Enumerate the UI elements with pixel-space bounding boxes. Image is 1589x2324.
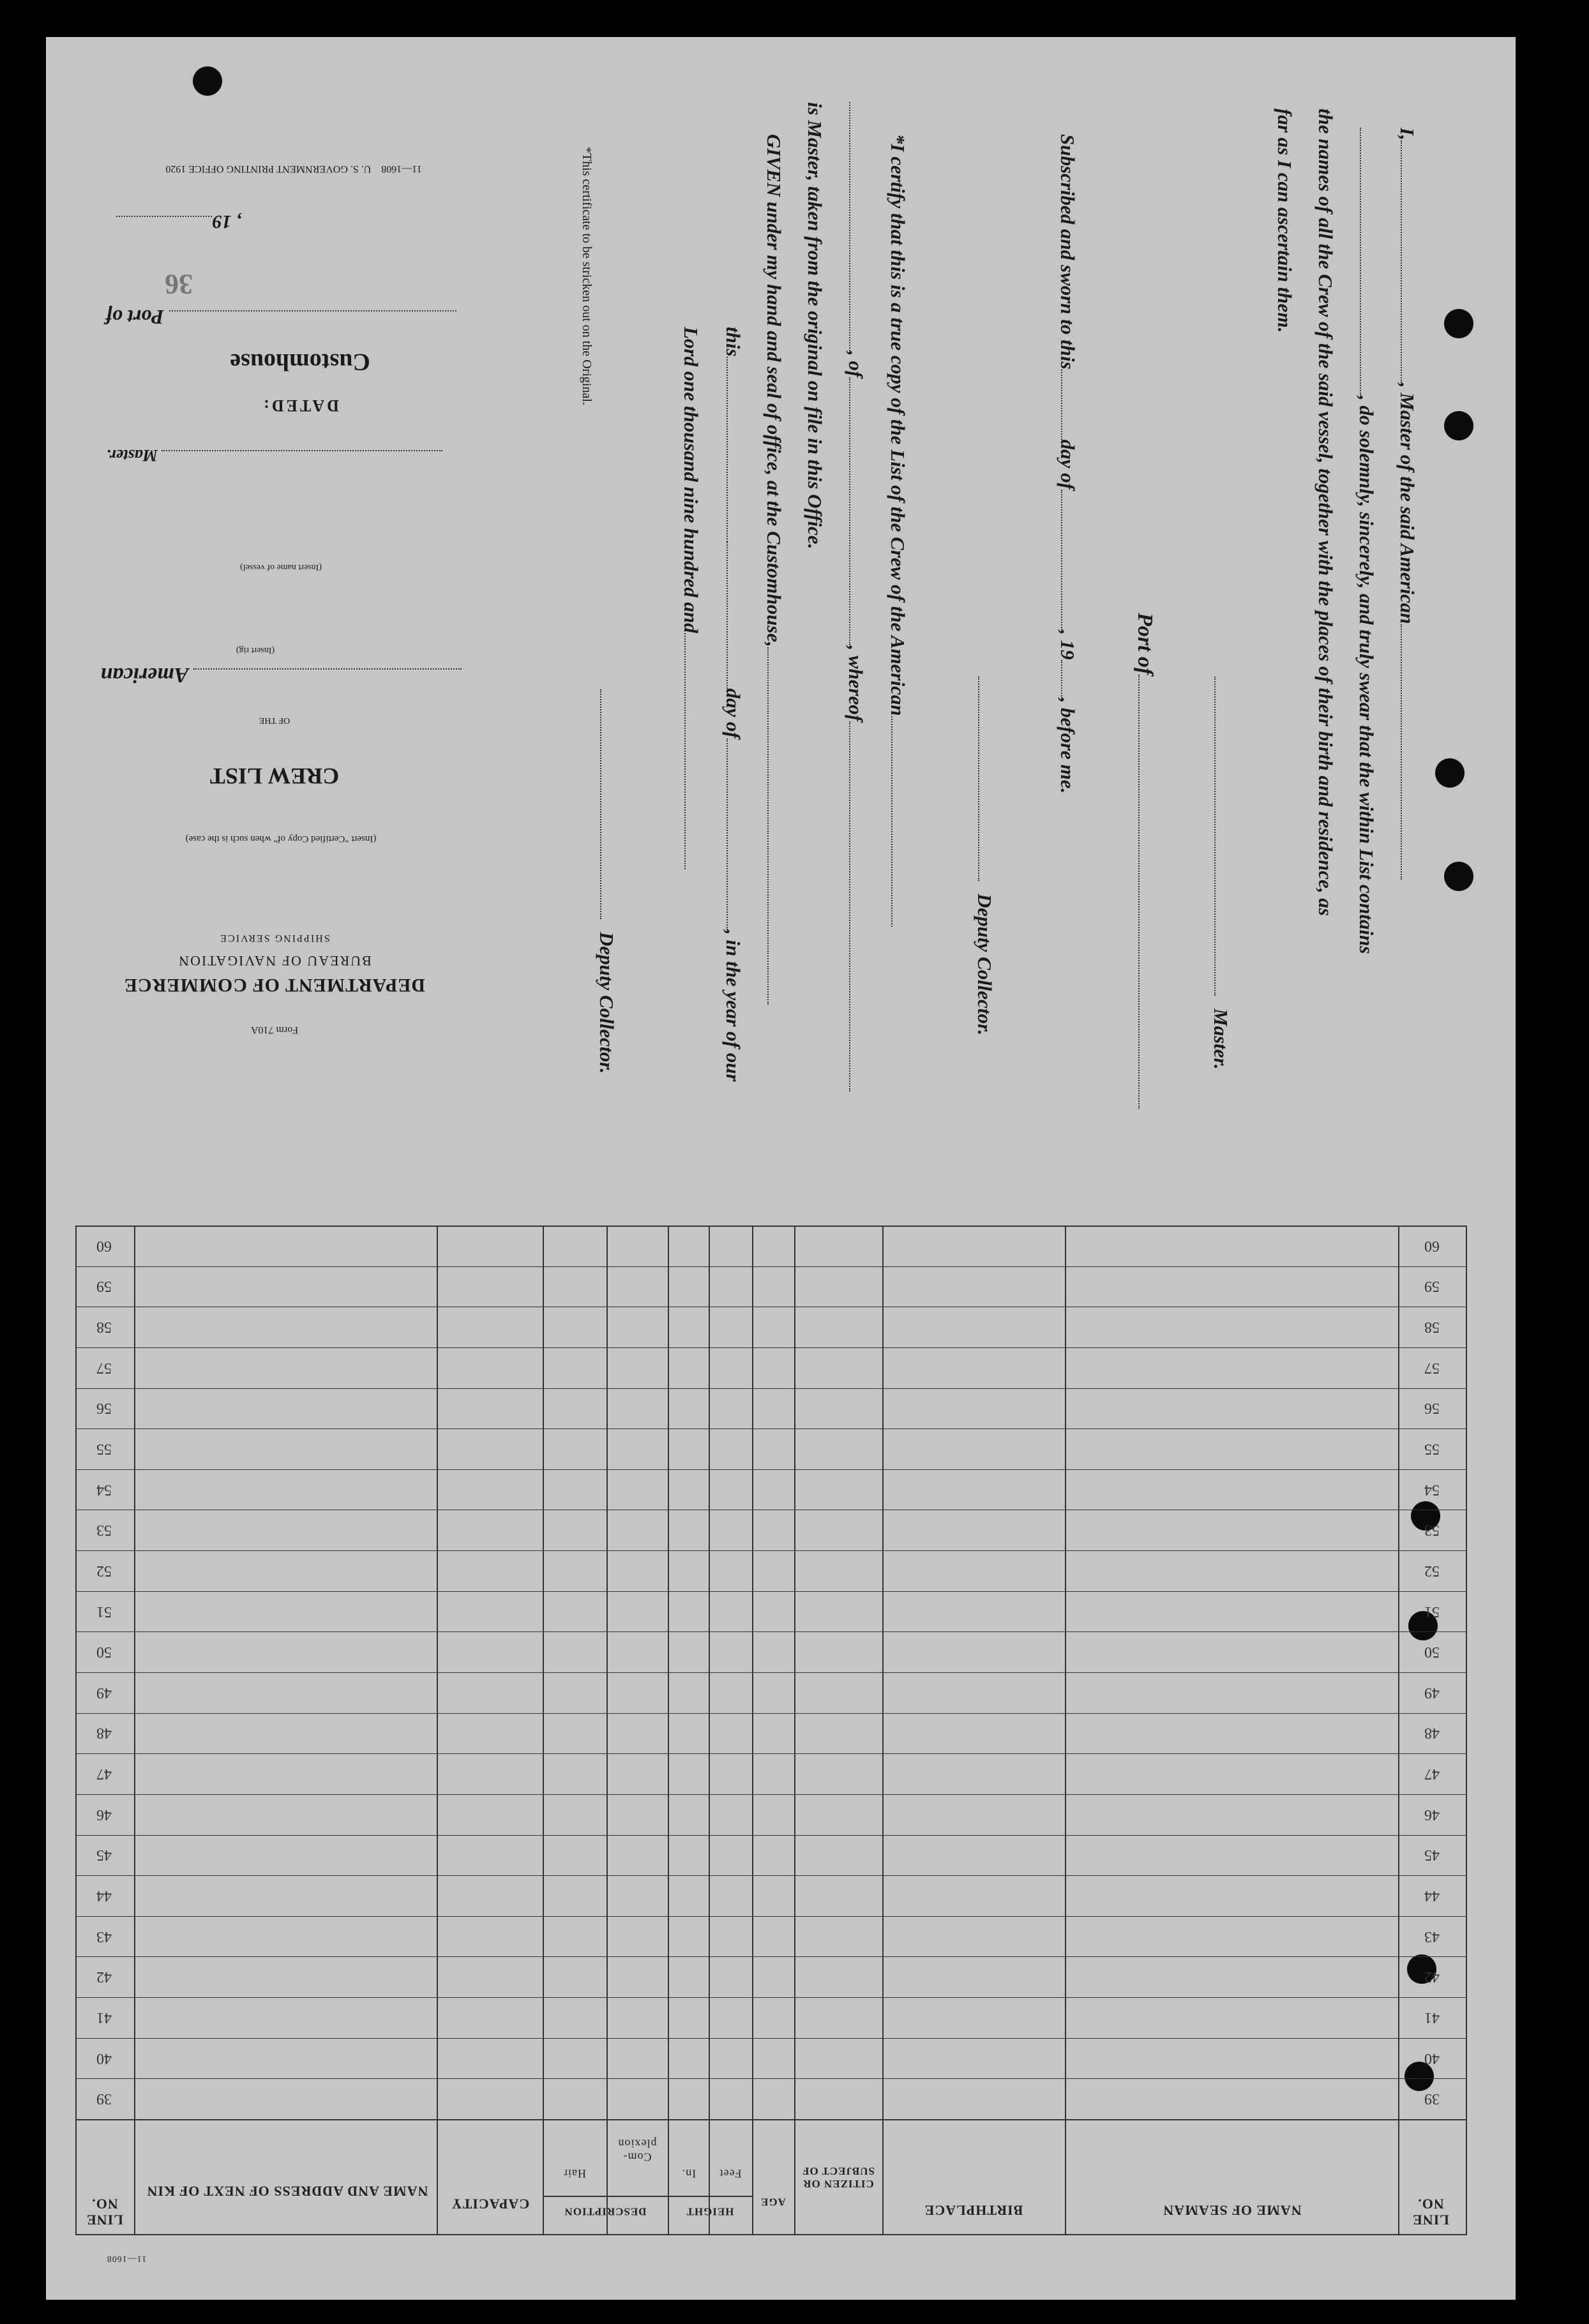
row-number: 40	[1424, 2050, 1440, 2067]
row-number: 58	[1424, 1319, 1440, 1335]
footnote: *This certificate to be stricken out on the Original.	[580, 147, 594, 405]
master-signature: Master.	[1209, 677, 1232, 1070]
col-line	[709, 1226, 710, 2235]
port-of-line: Port of	[1133, 613, 1157, 1109]
table-row-line	[75, 2038, 1467, 2039]
row-number: 45	[1424, 1847, 1440, 1863]
table-row-line	[75, 1753, 1467, 1754]
table-row-line	[75, 1916, 1467, 1917]
col-line	[134, 1226, 135, 2235]
row-number: 52	[96, 1563, 112, 1579]
row-number: 54	[1424, 1481, 1440, 1498]
certify-line-3: is Master, taken from the original on file in this Office.	[804, 102, 826, 550]
row-number: 48	[96, 1725, 112, 1741]
table-row-line	[75, 2078, 1467, 2079]
table-row-line	[75, 1388, 1467, 1389]
lord-line: Lord one thousand nine hundred and	[679, 327, 702, 869]
subscribed-line: Subscribed and sworn to thisday of, 19, before me.	[1057, 134, 1079, 794]
deputy-collector-1: Deputy Collector.	[973, 677, 996, 1035]
col-line	[752, 1226, 753, 2235]
table-row-line	[75, 1469, 1467, 1470]
row-number: 41	[1424, 2009, 1440, 2026]
row-number: 42	[1424, 1968, 1440, 1985]
header-birthplace: BIRTHPLACE	[924, 2202, 1023, 2219]
header-complexion: Com- plexion	[617, 2137, 657, 2164]
header-hair: Hair	[563, 2167, 586, 2180]
insert-rig: (Insert rig)	[236, 645, 275, 655]
row-number: 57	[96, 1360, 112, 1376]
row-number: 53	[1424, 1522, 1440, 1538]
table-row-line	[75, 1875, 1467, 1876]
row-number: 43	[96, 1928, 112, 1945]
row-number: 52	[1424, 1563, 1440, 1579]
col-line	[1398, 1226, 1399, 2235]
col-line	[794, 1226, 795, 2235]
of-the: OF THE	[259, 716, 290, 725]
col-line	[882, 1226, 884, 2235]
row-number: 56	[1424, 1400, 1440, 1416]
table-row-line	[75, 1672, 1467, 1673]
row-number: 48	[1424, 1725, 1440, 1741]
row-number: 39	[1424, 2090, 1440, 2107]
header-age: AGE	[760, 2196, 786, 2208]
row-number: 47	[1424, 1765, 1440, 1782]
col-line	[1065, 1226, 1066, 2235]
crew-list-title: CREW LIST	[209, 763, 340, 789]
row-number: 53	[96, 1522, 112, 1538]
row-number: 58	[96, 1319, 112, 1335]
row-number: 44	[96, 1887, 112, 1904]
cert-line-3: the names of all the Crew of the said vessel, together with the places of their birth and residence, as	[1314, 109, 1337, 916]
insert-certified: (Insert "Certified Copy of" when such is the case)	[185, 834, 377, 844]
row-number: 46	[96, 1806, 112, 1823]
table-row-line	[75, 1347, 1467, 1348]
cover-year: , 19	[77, 211, 281, 232]
row-number: 44	[1424, 1887, 1440, 1904]
cover-american: American	[83, 663, 479, 687]
punch-hole	[1444, 862, 1473, 891]
header-line-no: LINE NO.	[1412, 2196, 1449, 2228]
row-number: 49	[96, 1684, 112, 1701]
col-line	[606, 1226, 608, 2235]
table-bottom-border	[75, 2234, 1467, 2235]
certify-line-2: , of, whereof	[844, 102, 867, 1091]
table-row-line	[75, 1997, 1467, 1998]
table-top-border	[75, 1226, 1467, 1227]
row-number: 49	[1424, 1684, 1440, 1701]
printer-line: 11—1608 U. S. GOVERNMENT PRINTING OFFICE 1920	[165, 163, 422, 174]
col-line	[437, 1226, 438, 2235]
table-row-line	[75, 1713, 1467, 1714]
col-line	[1466, 1226, 1467, 2235]
cert-line-4: far as I can ascertain them.	[1274, 109, 1296, 333]
row-number: 46	[1424, 1806, 1440, 1823]
shipping-service: SHIPPING SERVICE	[219, 933, 330, 943]
punch-hole	[193, 66, 222, 96]
header-divider	[75, 2119, 1467, 2120]
header-name-of-seaman: NAME OF SEAMAN	[1163, 2202, 1302, 2219]
row-number: 60	[96, 1238, 112, 1254]
row-number: 57	[1424, 1360, 1440, 1376]
header-capacity: CAPACITY	[451, 2196, 530, 2212]
punch-hole	[1435, 758, 1465, 788]
cover-master: Master.	[83, 446, 466, 467]
row-number: 55	[1424, 1441, 1440, 1457]
table-row-line	[75, 1835, 1467, 1836]
row-number: 43	[1424, 1928, 1440, 1945]
row-number: 60	[1424, 1238, 1440, 1254]
row-number: 45	[96, 1847, 112, 1863]
deputy-collector-2: Deputy Collector.	[595, 689, 618, 1074]
header-line-no-right: LINE NO.	[86, 2196, 123, 2228]
department: DEPARTMENT OF COMMERCE	[123, 975, 426, 996]
table-row-line	[75, 1428, 1467, 1429]
bureau: BUREAU OF NAVIGATION	[177, 953, 372, 969]
description-divider	[543, 2196, 668, 2197]
bottom-form-code: 11—1608	[106, 2254, 147, 2264]
header-height: HEIGHT	[686, 2205, 734, 2218]
table-row-line	[75, 1631, 1467, 1632]
row-number: 59	[96, 1278, 112, 1294]
header-description: DESCRIPTION	[564, 2205, 647, 2218]
dated-label: DATED:	[261, 396, 339, 415]
row-number: 50	[1424, 1644, 1440, 1660]
table-row-line	[75, 1956, 1467, 1957]
given-line: GIVEN under my hand and seal of office, at the Customhouse,	[762, 134, 785, 1005]
cert-line-2: , do solemnly, sincerely, and truly swear that the within List contains	[1355, 128, 1378, 954]
col-line	[75, 1226, 77, 2235]
row-number: 41	[96, 2009, 112, 2026]
height-divider	[668, 2196, 752, 2197]
header-feet: Feet	[719, 2167, 742, 2180]
table-row-line	[75, 1550, 1467, 1551]
table-row-line	[75, 1591, 1467, 1592]
table-row-line	[75, 1794, 1467, 1795]
row-number: 40	[96, 2050, 112, 2067]
insert-vessel: (Insert name of vessel)	[240, 562, 322, 572]
cover-port-of: Port of	[83, 305, 479, 329]
punch-hole	[1444, 411, 1473, 440]
col-line	[668, 1226, 669, 2235]
col-line	[543, 1226, 544, 2235]
row-number: 59	[1424, 1278, 1440, 1294]
row-number: 54	[96, 1481, 112, 1498]
table-row-line	[75, 1266, 1467, 1267]
row-number: 47	[96, 1765, 112, 1782]
header-inches: In.	[681, 2167, 697, 2180]
row-number: 55	[96, 1441, 112, 1457]
row-number: 42	[96, 1968, 112, 1985]
header-next-of-kin: NAME AND ADDRESS OF NEXT OF KIN	[146, 2183, 428, 2200]
row-number: 51	[1424, 1603, 1440, 1620]
row-number: 39	[96, 2090, 112, 2107]
punch-hole	[1444, 309, 1473, 338]
customhouse: Customhouse	[230, 349, 370, 375]
cert-line-1: I,, Master of the said American	[1396, 128, 1419, 880]
header-citizen: CITIZEN OR SUBJECT OF	[801, 2165, 875, 2191]
stamp-number: 36	[165, 269, 193, 300]
certify-line-1: *I certify that this is a true copy of the List of the Crew of the American	[886, 134, 909, 927]
row-number: 51	[96, 1603, 112, 1620]
row-number: 56	[96, 1400, 112, 1416]
this-day-line: thisday of, in the year of our	[722, 327, 744, 1082]
row-number: 50	[96, 1644, 112, 1660]
form-number: Form 710A	[250, 1024, 299, 1035]
